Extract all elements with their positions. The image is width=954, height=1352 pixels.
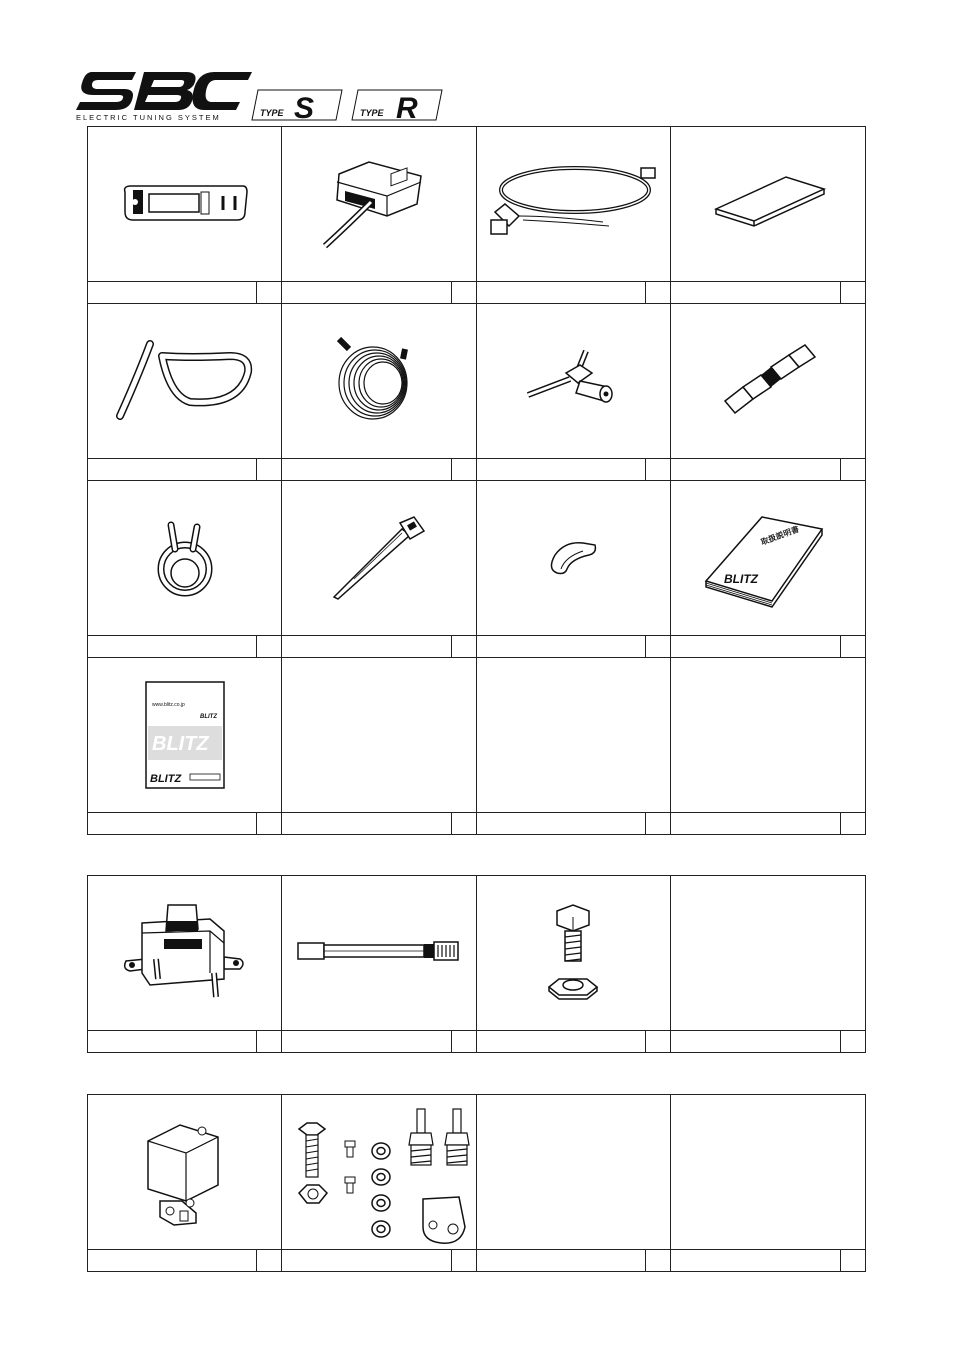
part-qty-field — [841, 282, 865, 303]
part-name-field — [282, 1031, 451, 1052]
part-name-field — [477, 1031, 646, 1052]
control-unit-icon — [319, 154, 439, 254]
part-qty-field — [452, 636, 476, 657]
part-image-area — [477, 658, 670, 812]
logo-subtitle: ELECTRIC TUNING SYSTEM — [76, 113, 221, 122]
part-qty-field — [841, 636, 865, 657]
badge-type-s-prefix: TYPE — [260, 108, 284, 118]
part-label-row — [671, 812, 865, 834]
part-image-area — [671, 876, 865, 1030]
cable-tie-icon — [324, 513, 434, 603]
part-image-area — [477, 481, 670, 635]
part-label-row — [477, 1249, 670, 1271]
card-brand-bottom: BLITZ — [149, 773, 181, 785]
part-image-area — [282, 127, 475, 281]
part-label-row — [671, 1249, 865, 1271]
part-cell — [477, 1095, 671, 1271]
sbc-logo-icon — [74, 66, 454, 126]
part-cell — [282, 658, 476, 834]
part-label-row — [477, 635, 670, 657]
part-cell — [671, 658, 865, 834]
part-label-row — [88, 812, 281, 834]
part-label-row — [477, 1030, 670, 1052]
hose-clamp-icon — [145, 513, 225, 603]
part-qty-field — [646, 282, 670, 303]
part-qty-field — [646, 636, 670, 657]
part-qty-field — [841, 1250, 865, 1271]
sensor-harness-icon — [294, 933, 464, 973]
part-cell — [671, 304, 865, 480]
part-label-row — [88, 281, 281, 303]
part-name-field — [477, 813, 646, 834]
valve-hardware-kit-icon — [289, 1097, 469, 1247]
wire-clip-icon — [543, 533, 603, 583]
part-label-row — [477, 812, 670, 834]
card-brand-large: BLITZ — [151, 733, 209, 755]
part-image-area — [477, 1095, 670, 1249]
wire-harness-icon — [483, 154, 663, 254]
part-cell — [88, 876, 282, 1052]
part-name-field — [88, 813, 257, 834]
manual-title: 取扱説明書 — [759, 524, 801, 547]
part-qty-field — [646, 813, 670, 834]
part-qty-field — [646, 459, 670, 480]
part-qty-field — [452, 1250, 476, 1271]
parts-row — [88, 303, 865, 480]
part-name-field — [671, 459, 841, 480]
part-name-field — [88, 1031, 257, 1052]
part-qty-field — [646, 1031, 670, 1052]
badge-type-s-letter: S — [294, 92, 315, 125]
part-cell — [88, 127, 282, 303]
part-image-area — [671, 1095, 865, 1249]
badge-type-r-prefix: TYPE — [360, 108, 384, 118]
part-cell — [477, 876, 671, 1052]
part-cell — [477, 658, 671, 834]
parts-row — [88, 876, 865, 1052]
part-label-row — [282, 281, 475, 303]
warranty-card-icon — [140, 680, 230, 790]
valve-kit-parts-table — [87, 1094, 866, 1272]
sbc-logo-header — [74, 66, 454, 126]
part-label-row — [477, 281, 670, 303]
main-kit-parts-table — [87, 126, 866, 835]
part-qty-field — [452, 813, 476, 834]
part-label-row — [282, 635, 475, 657]
part-name-field — [88, 459, 257, 480]
sensor-kit-parts-table — [87, 875, 866, 1053]
part-image-area — [282, 658, 475, 812]
part-cell — [671, 481, 865, 657]
part-label-row — [88, 635, 281, 657]
part-qty-field — [841, 459, 865, 480]
part-qty-field — [257, 1031, 281, 1052]
part-image-area — [671, 658, 865, 812]
part-label-row — [88, 1249, 281, 1271]
part-image-area — [282, 304, 475, 458]
part-qty-field — [452, 459, 476, 480]
card-url: www.blitz.co.jp — [151, 702, 185, 708]
part-image-area — [671, 127, 865, 281]
part-cell — [671, 127, 865, 303]
part-image-area — [88, 658, 281, 812]
part-qty-field — [452, 282, 476, 303]
part-image-area — [88, 304, 281, 458]
part-label-row — [282, 812, 475, 834]
part-name-field — [282, 459, 451, 480]
part-qty-field — [257, 282, 281, 303]
part-cell — [282, 127, 476, 303]
part-label-row — [671, 458, 865, 480]
part-name-field — [671, 813, 841, 834]
part-image-area — [88, 876, 281, 1030]
part-cell — [477, 127, 671, 303]
part-label-row — [671, 635, 865, 657]
part-name-field — [477, 1250, 646, 1271]
part-name-field — [282, 1250, 451, 1271]
part-image-area — [477, 876, 670, 1030]
part-label-row — [88, 458, 281, 480]
coiled-hose-icon — [329, 331, 429, 431]
part-name-field — [477, 282, 646, 303]
part-image-area — [671, 304, 865, 458]
part-image-area — [477, 127, 670, 281]
part-name-field — [282, 282, 451, 303]
part-name-field — [477, 636, 646, 657]
parts-row — [88, 657, 865, 834]
badge-type-r-letter: R — [396, 92, 418, 125]
part-image-area — [88, 127, 281, 281]
parts-row — [88, 480, 865, 657]
velcro-pad-icon — [708, 169, 828, 239]
part-qty-field — [257, 1250, 281, 1271]
part-cell — [477, 304, 671, 480]
part-qty-field — [257, 459, 281, 480]
parts-row — [88, 1095, 865, 1271]
solenoid-valve-icon — [140, 1117, 230, 1227]
part-cell — [671, 1095, 865, 1271]
part-name-field — [671, 1031, 841, 1052]
part-cell — [477, 481, 671, 657]
part-cell — [282, 304, 476, 480]
part-image-area — [282, 1095, 475, 1249]
part-cell — [88, 1095, 282, 1271]
parts-row — [88, 127, 865, 303]
part-name-field — [671, 636, 841, 657]
part-label-row — [282, 1249, 475, 1271]
part-name-field — [88, 1250, 257, 1271]
part-cell — [88, 658, 282, 834]
card-brand-top: BLITZ — [199, 714, 217, 720]
part-label-row — [671, 281, 865, 303]
part-label-row — [282, 458, 475, 480]
part-name-field — [282, 636, 451, 657]
part-name-field — [88, 282, 257, 303]
part-image-area — [282, 876, 475, 1030]
bolt-nut-icon — [543, 903, 603, 1003]
part-name-field — [671, 1250, 841, 1271]
part-label-row — [671, 1030, 865, 1052]
part-cell — [671, 876, 865, 1052]
part-label-row — [282, 1030, 475, 1052]
part-qty-field — [841, 813, 865, 834]
part-cell — [88, 481, 282, 657]
part-qty-field — [646, 1250, 670, 1271]
part-cell — [88, 304, 282, 480]
part-image-area — [88, 481, 281, 635]
manual-brand: BLITZ — [723, 572, 758, 586]
part-name-field — [671, 282, 841, 303]
part-qty-field — [257, 636, 281, 657]
part-cell — [282, 481, 476, 657]
vacuum-hose-icon — [110, 336, 260, 426]
display-unit-icon — [115, 174, 255, 234]
part-qty-field — [257, 813, 281, 834]
part-name-field — [477, 459, 646, 480]
part-name-field — [282, 813, 451, 834]
part-label-row — [88, 1030, 281, 1052]
pressure-sensor-icon — [120, 903, 250, 1003]
part-image-area — [477, 304, 670, 458]
part-image-area — [88, 1095, 281, 1249]
part-image-area — [671, 481, 865, 635]
part-name-field — [88, 636, 257, 657]
part-cell — [282, 876, 476, 1052]
part-qty-field — [841, 1031, 865, 1052]
inline-joint-icon — [713, 341, 823, 421]
t-joint-icon — [518, 341, 628, 421]
part-label-row — [477, 458, 670, 480]
part-cell — [282, 1095, 476, 1271]
part-image-area — [282, 481, 475, 635]
part-qty-field — [452, 1031, 476, 1052]
instruction-manual-icon — [698, 503, 838, 613]
